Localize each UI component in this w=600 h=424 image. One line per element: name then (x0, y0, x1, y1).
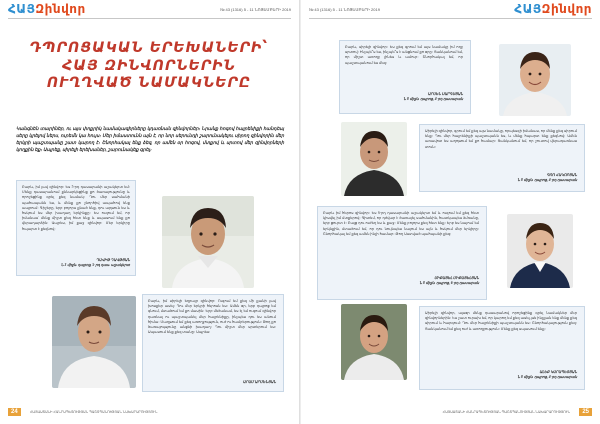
page-number: 24 (8, 408, 21, 416)
brand-logo (514, 2, 592, 16)
child-photo-5 (507, 214, 573, 288)
brand-part-a: ՀԱՅ (8, 2, 36, 16)
letter-signature-3 (345, 92, 463, 102)
letter-signature-4 (425, 173, 577, 183)
brand-part-b: Զինվոր (541, 2, 592, 16)
letter-text-3: Բարև, սիրելի զինվոր։ Ես քեզ գրում եմ այս նամակը իմ ողջ սրտով։ Ինչպե՞ս ես, ինչպե՞ս է անցնում քո օրը։ Ցանկանում եմ, որ միշտ առողջ լինես և ամուր։ Շնորհակալ եմ, որ պաշտպանում ես մեզ։ (345, 45, 463, 65)
letter-text-4: Սիրելի զինվոր, գրում եմ քեզ այս նամակը, որպեսզի իմանաս, որ մենք քեզ սիրում ենք։ Դու մեր հայրենիքի պաշտպանն ես, և մենք հպարտ ենք քեզնով։ Ամեն առավոտ ես աղոթում եմ քո համար։ Ցանկանում եմ, որ շուտով վերադառնաս տուն։ (425, 129, 577, 149)
child-photo-4 (341, 122, 407, 196)
letter-signature-1 (22, 258, 130, 268)
issue-info: № 43 (1316) 5 - 11 ՆՈՅԵՄԲԵՐԻ 2019 (220, 7, 291, 12)
signature-school-6: Ն 8 միջն. դպրոց, 4-րդ դասարան (517, 375, 577, 380)
title-line-2: ՀԱՅ ԶԻՆՎՈՐՆԵՐԻՆ (62, 57, 236, 74)
signature-name-5: ՄԻՔԱՅԵԼ ՄԻՔԱՅԵԼՅԱՆ (434, 276, 479, 280)
left-footer (8, 408, 291, 418)
header-divider (8, 18, 291, 19)
portrait-image (162, 196, 254, 288)
signature-school-1: Ն 3 միջն. դպրոց, 5-րդ դաս. աշակերտ (60, 263, 130, 268)
letter-text-2: Բարև, իմ սիրելի եղբայր զինվոր։ Ուզում եմ քեզ մի քանի լավ խոսքեր ասել։ Դու մեր երկրի հերոսն ես։ Ամեն օր, երբ դպրոց եմ գնում, մտածում եմ քո մասին։ Երբ մեծանամ, ես էլ եմ ուզում զինվոր դառնալ ու պաշտպանել մեր հայրենիքը, ինչպես դու ես անում հիմա։ Մաղթում եմ քեզ առողջություն, ուժ ու համբերություն։ Թող քո ծառայությունը անցնի խաղաղ։ Դու միշտ մեր սրտերում ես։ Սպասում ենք քեզ տանը։ Ապրես։ (148, 299, 276, 335)
signature-name-4: ԳՈՌ ՀԱԿՈԲՅԱՆ (546, 173, 577, 177)
right-footer (309, 408, 592, 418)
letter-signature-5 (323, 276, 479, 286)
intro-paragraph: Կանգնեն տարիներ, ու այս փոքրիկ նամակագիրները կդառնան զինվորներ։ Նրանք հոգով հայրենիքի հանդեպ սերը կրելով ներս, ուրեմն կա հույս։ Մեր իմաստունն այն է, որ նոր սերունդի շարունակելու սիրող զինվորին մեր երկրի պաշտպանը շատ կարող է։ Շնորհակալ ենք ձեզ, որ ամեն օր հոգով, մտքով և սրտով մեր զինվորների կողքին եք։ Ապրեք, սիրելի երեխաներ, շարունակեք գրել։ (16, 126, 284, 152)
portrait-image (341, 122, 407, 196)
child-photo-2 (52, 296, 136, 388)
signature-school-4: Ն 8 միջն. դպրոց, 4-րդ դասարան (517, 178, 577, 183)
page-title (18, 40, 280, 93)
brand-part-b: Զինվոր (35, 2, 86, 16)
footer-text: ՀԱՅԱՍՏԱՆԻ ՀԱՆՐԱՊԵՏՈՒԹՅԱՆ ՊԱՇՏՊԱՆՈՒԹՅԱՆ ՆԱԽԱՐԱՐՈՒԹՅՈՒՆ (442, 410, 570, 414)
signature-school-5: Ն 8 միջն. դպրոց, 6-րդ դասարան (419, 281, 479, 286)
letter-text-1: Բարև, իմ լավ զինվոր։ Ես 5-րդ դասարանի աշակերտ եմ։ Մենք դասարանում քննարկեցինք քո ծառայությունը և որոշեցինք գրել քեզ նամակ։ Դու մեր սահմանի պահապանն ես, և մենք քո շնորհիվ ապահով ենք ապրում։ Գիշերը, երբ բոլորս քնած ենք, դու արթուն ես և հսկում ես մեր խաղաղ երկինքը։ Ես ուզում եմ, որ իմանաս՝ մենք միշտ քեզ հետ ենք և սպասում ենք քո վերադարձին։ Ապրես, իմ քաջ զինվոր։ Մեր երկիրը հպարտ է քեզնով։ (22, 185, 130, 231)
child-photo-1 (162, 196, 254, 288)
child-photo-3 (499, 44, 571, 116)
title-line-3: ՈՒՂՂՎԱԾ ՆԱՄԱԿՆԵՐԸ (46, 75, 252, 91)
letter-signature-2: ԱՐԱՄ ԱՐՄԵՆՅԱՆ (242, 380, 276, 384)
brand-part-a: ՀԱՅ (514, 2, 542, 16)
signature-school-3: Ն 8 միջն. դպրոց, 4-րդ դասարան (403, 97, 463, 102)
portrait-image (341, 304, 407, 380)
letter-text-6: Սիրելի զինվոր, այսօր մենք դասարանով որոշեցինք գրել նամակներ մեր զինվորներին։ Ես շատ ուրախ եմ, որ կարող եմ քեզ ասել, թե ինչքան ենք մենք քեզ սիրում և հարգում։ Դու մեր հայրենիքի պաշտպանն ես։ Շնորհակալություն քեզ։ Ցանկանում եմ քեզ ուժ և առողջություն։ Մենք քեզ սպասում ենք։ (425, 311, 577, 331)
portrait-image (507, 214, 573, 288)
portrait-image (499, 44, 571, 116)
letter-text-5: Բարև իմ հերոս զինվոր։ Ես 6-րդ դասարանի աշակերտ եմ և ուզում եմ քեզ հետ կիսվել իմ մտքերով։ Գիտեմ, որ դժվար է ծառայել սահմանին, հատկապես ձմռանը, երբ ցուրտ է։ Բայց դու ուժեղ ես և քաջ։ Մենք բոլորս քեզ հետ ենք։ Երբ ես նայում եմ երկնքին, մտածում եմ, որ դու նույնպես նայում ես այն և հսկում մեր երկիրը։ Շնորհակալ եմ քեզ ամեն ինչի համար։ Թող Աստված պահպանի քեզ։ (323, 211, 479, 236)
signature-name-1: ԴԱՎԻԹ ԴԱՎԹՅԱՆ (96, 258, 130, 262)
left-page (0, 0, 299, 424)
page-number: 25 (579, 408, 592, 416)
signature-name-6: ԱԼԵՔ ԿԱՐԱՊԵՏՅԱՆ (539, 370, 577, 374)
child-photo-6 (341, 304, 407, 380)
title-line-1: ԴՊՐՈՑԱԿԱՆ ԵՐԵԽԱՆԵՐԻ՝ (29, 40, 269, 56)
portrait-image (52, 296, 136, 388)
letter-signature-6 (425, 370, 577, 380)
footer-text: ՀԱՅԱՍՏԱՆԻ ՀԱՆՐԱՊԵՏՈՒԹՅԱՆ ՊԱՇՏՊԱՆՈՒԹՅԱՆ ՆԱԽԱՐԱՐՈՒԹՅՈՒՆ (30, 410, 158, 414)
brand-logo (8, 2, 86, 16)
header-divider (309, 18, 592, 19)
signature-name-3: ԱՐՍԵՆ ՍԱՐԳՍՅԱՆ (427, 92, 463, 96)
issue-info: № 43 (1316) 5 - 11 ՆՈՅԵՄԲԵՐԻ 2019 (309, 7, 380, 12)
right-page (301, 0, 600, 424)
